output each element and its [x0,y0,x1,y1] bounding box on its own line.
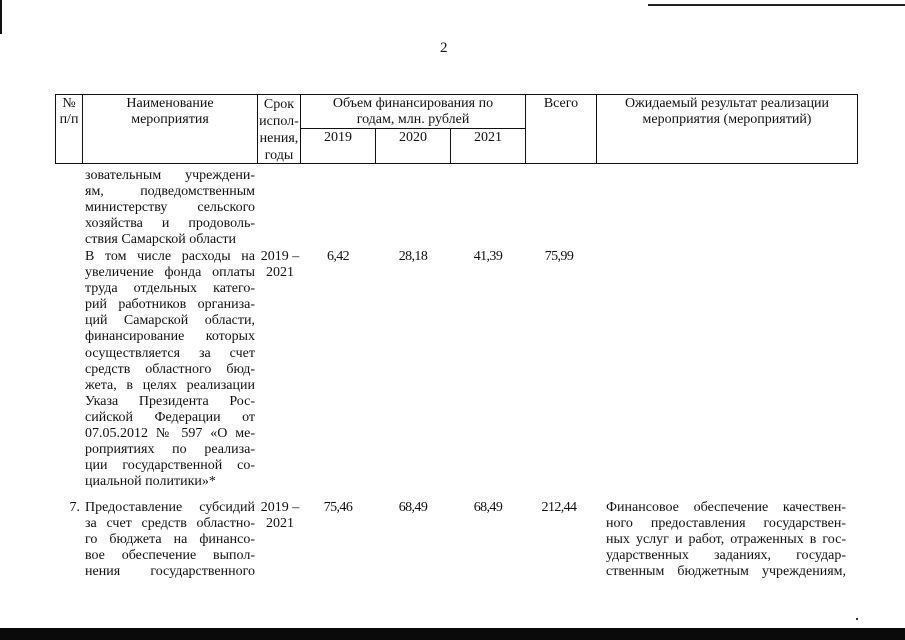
row-value-total: 75,99 [544,249,574,264]
scan-top-rule [648,4,905,6]
row-term: 2019 – 2021 [260,500,300,532]
scan-edge-mark [0,0,2,34]
row-expected-result: Финансовое обеспечение качествен- ного предоставления государствен- ных услуг и работ, отраженных в гос- ударственных заданиях, государ- ственным бюджетным учреждениям, [606,500,846,580]
header-result: Ожидаемый результат реализации мероприятия (мероприятий) [624,96,830,127]
header-year-2021: 2021 [474,130,502,145]
table-top-border [55,94,858,95]
scan-bottom-edge [0,628,905,640]
row-value-2020: 28,18 [398,249,428,264]
row-number: 7. [69,500,80,515]
row-term: 2019 – 2021 [260,249,300,281]
header-year-2019: 2019 [324,130,352,145]
row-name-continuation: зовательным учреждени- ям, подведомственным министерству сельского хозяйства и продоволь- ствия Самарской области [85,168,255,248]
scan-speck [856,618,858,620]
header-total: Всего [543,96,579,111]
years-separator-line [300,128,525,129]
row-value-2020: 68,49 [398,500,428,515]
row-value-2021: 68,49 [473,500,503,515]
row-value-2021: 41,39 [473,249,503,264]
header-year-2020: 2020 [399,130,427,145]
header-num: № п/п [59,96,79,127]
row-value-2019: 75,46 [323,500,353,515]
header-financing: Объем финансирования по годам, млн. рублей [332,96,494,127]
row-value-2019: 6,42 [326,249,350,264]
header-name: Наименование мероприятия [126,96,214,127]
row-name-salary-expenses: В том числе расходы на увеличение фонда оплаты труда отдельных катего- рий работников организа- ций Самарской области, финансирование которых осуществляется за счет средств областного бюд- жета, в целях реализации Указа Президента Рос- сийской Федерации от 07.05.2012 № 597 «О ме- роприятиях по реализа- ции государственной со- циальной политики»* [85,249,255,490]
header-term: Срок испол- нения, годы [259,97,299,163]
col-border [857,94,858,164]
header-bottom-border [55,163,858,164]
page-number: 2 [440,40,448,56]
row-name-subsidies: Предоставление субсидий за счет средств областно- го бюджета на финансо- вое обеспечение выпол- нения государственного [85,500,255,580]
row-value-total: 212,44 [541,500,577,515]
